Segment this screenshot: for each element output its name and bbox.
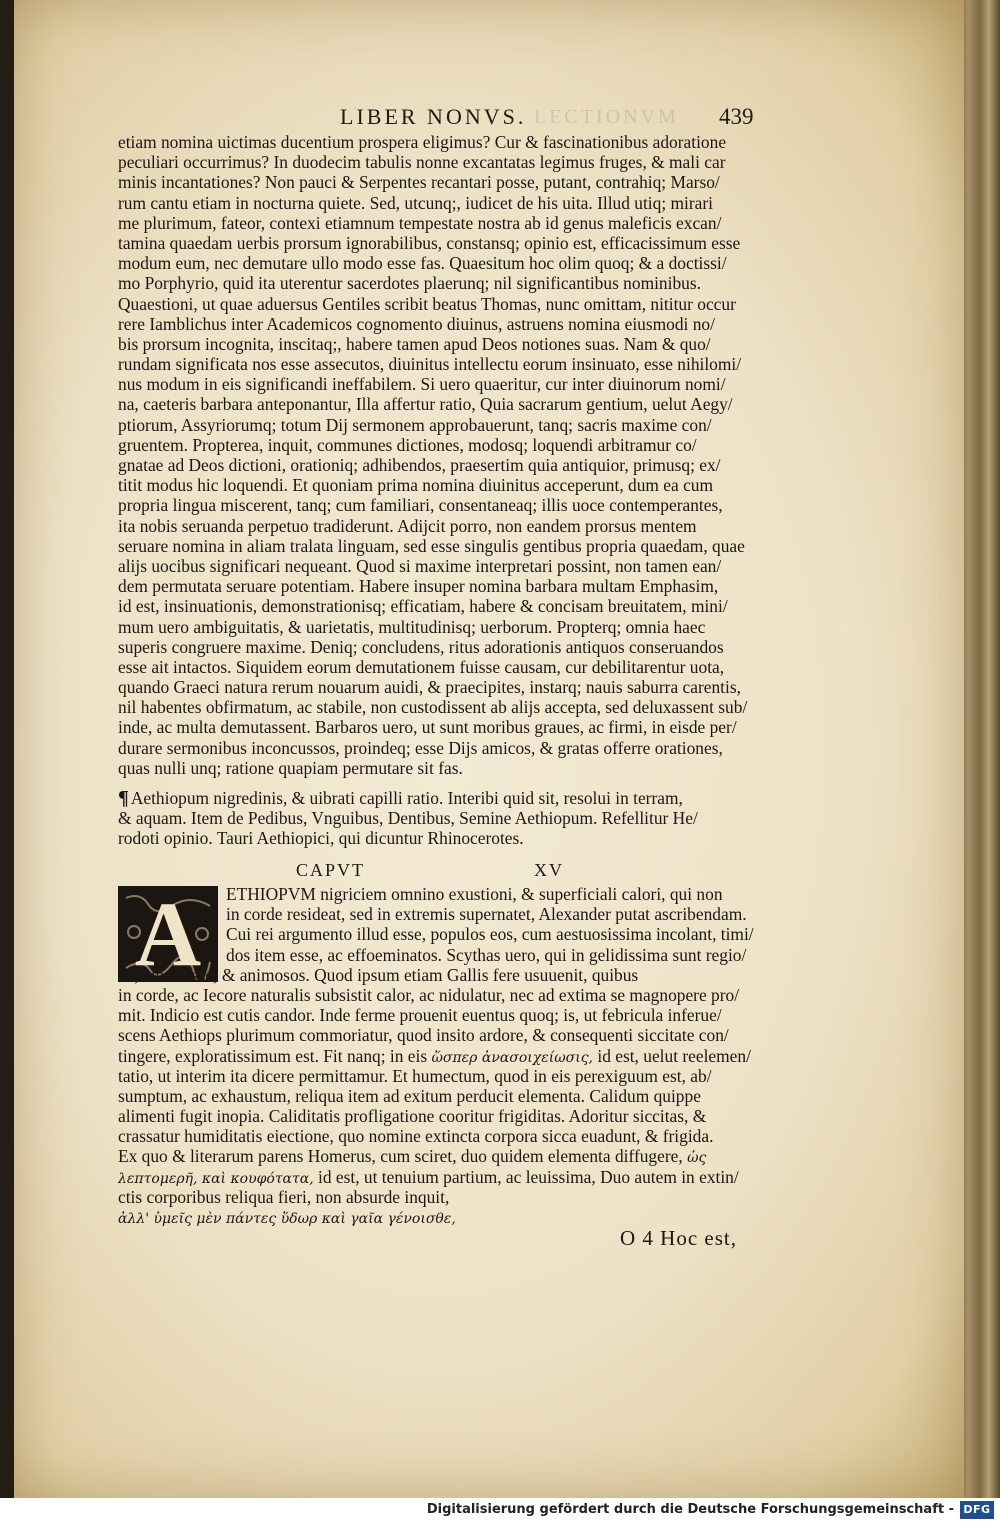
running-title: LIBER NONVS. [340,104,527,129]
text-line: ita nobis seruanda perpetuo tradiderunt. Adijcit porro, non eandem prorsus mentem [118,515,697,536]
text-line: modum eum, nec demutare ullo modo esse fas. Quaesitum hoc olim quoq; & a doctissi/ [118,253,727,274]
folio-number: 439 [719,104,754,129]
text-line: id est, insinuationis, demonstrationisq; efficatiam, habere & concisam breuitatem, mini/ [118,596,728,617]
summary-line [118,788,806,808]
chapter-line: dos item esse, ac effoeminatos. Scythas uero, qui in gelidissima sunt regio/ [226,944,747,965]
chapter-line [118,1207,806,1227]
chapter-summary [118,788,806,849]
chapter-line: ctis corporibus reliqua fieri, non absurde inquit, [118,1186,450,1207]
chapter-line: Cui rei argumento illud esse, populos eos, cum aestuosissima incolant, timi/ [226,924,754,945]
text-line: mum uero ambiguitatis, & uarietatis, multitudinisq; uerborum. Propterq; omnia haec [118,616,706,637]
chapter-line: mit. Indicio est cutis candor. Inde ferme prouenit euentus quoq; is, ut febricula inferue/ [118,1005,722,1026]
caput-label: CAPVT [296,860,366,880]
caput-number: XV [534,860,564,880]
text-line: Quaestioni, ut quae aduersus Gentiles scribit beatus Thomas, nunc omittam, nititur occur [118,293,736,314]
text-line: rundam significata nos esse assecutos, diuinitus intellectu eorum insinuato, esse nihilomi/ [118,354,742,375]
chapter-line: sumptum, ac exhaustum, reliqua item ad exitum perducit elementa. Calidum quippe [118,1085,701,1106]
chapter-line: ETHIOPVM nigriciem omnino exustioni, & superficiali calori, qui non [226,884,723,904]
book-page [14,0,964,1498]
dfg-logo-icon: DFG [960,1501,994,1519]
text-line: titit modus hic loquendi. Et quoniam prima nomina diuinitus acceperunt, dum ea cum [118,475,714,496]
greek-text: λεπτομερῆ, καὶ κουφότατα, [118,1170,314,1187]
greek-text: ἀλλ' ὑμεῖς μὲν πάντες ὕδωρ καὶ γαῖα γένοισθε, [118,1211,456,1227]
summary-line: & aquam. Item de Pedibus, Vnguibus, Dentibus, Semine Aethiopum. Refellitur He/ [118,808,698,829]
text-line: nil habentes obfirmatum, ac stabile, non custodissent ab alijs accepta, sed deluxassent sub/ [118,697,748,718]
pilcrow-mark: ¶ [118,788,129,809]
funding-credit: Digitalisierung gefördert durch die Deutsche Forschungsgemeinschaft - [426,1502,954,1517]
chapter-text-segment: tingere, exploratissimum est. Fit nanq; in eis [118,1045,428,1066]
text-line: minis incantationes? Non pauci & Serpentes recantari posse, putant, contrahiq; Marso/ [118,172,720,193]
running-head [14,104,964,134]
text-line: inde, ac multa demutassent. Barbaros uero, ut sunt moribus graues, ac firmi, in eisde per/ [118,717,737,738]
text-line: durare sermonibus inconcussos, proindeq; esse Dijs amicos, & gratas offerre orationes, [118,737,723,758]
text-line: mo Porphyrio, quid ita uterentur sacerdotes plaerunq; nil significantibus nominibus. [118,273,701,294]
text-line: gruentem. Propterea, inquit, communes dictiones, modosq; loquendi arbitramur co/ [118,434,697,455]
text-line: ptiorum, Assyriorumq; totum Dij sermonem approbauerunt, tanq; sacris maxime con/ [118,414,712,435]
chapter-line [118,1046,806,1066]
show-through-text: LECTIONVM [534,106,679,128]
text-line: esse ait intactos. Siquidem eorum demutationem fuisse causam, cur debilitarentur uota, [118,656,725,677]
text-line: etiam nomina uictimas ducentium prospera eligimus? Cur & fascinationibus adoratione [118,132,727,152]
text-line: rum cantu etiam in nocturna quiete. Sed, utcunq;, iudicet de his uita. Illud utiq; mirari [118,192,714,213]
main-text [118,132,806,778]
text-line: rere Iamblichus inter Academicos cognomento diuinus, astruens nomina eiusmodi no/ [118,313,715,334]
summary-text: Aethiopum nigredinis, & uibrati capilli ratio. Interibi quid sit, resolui in terram, [130,788,683,808]
digitization-footer [0,1498,1000,1523]
text-line: quando Graeci natura rerum nouarum auidi, & praecipites, instarq; nauis saburra carentis, [118,677,741,698]
chapter-line: alimenti fugit inopia. Caliditatis profligatione cooritur frigiditas. Adoritur siccitas, & [118,1106,707,1127]
text-line: nus modum in eis significandi ineffabilem. Si uero quaeritur, cur inter diuinorum nomi/ [118,374,726,395]
chapter-text-segment: id est, uelut reelemen/ [597,1045,751,1066]
chapter-text [118,884,806,1227]
chapter-line [118,1146,806,1166]
text-line: tamina quaedam uerbis prorsum ignorabilibus, constansq; opinio est, efficacissimum esse [118,232,741,253]
initial-letter: A [134,883,202,985]
chapter-text-segment: Ex quo & literarum parens Homerus, cum sciret, duo quidem elementa diffugere, [118,1146,683,1167]
chapter-line: in corde resideat, sed in extremis supernatet, Alexander putat ascribendam. [226,904,747,925]
text-line: gnatae ad Deos dictioni, orationiq; adhibendos, praesertim quia antiquior, primusq; ex/ [118,455,721,475]
text-line: me plurimum, fateor, contexi etiamnum tempestate nostra ab id genus maleficis excan/ [118,212,722,233]
text-line: na, caeteris barbara anteponantur, Illa affertur ratio, Quia sacrarum gentium, uelut Aegy/ [118,394,733,415]
chapter-line: tatio, ut interim ita dicere permittamur. Et humectum, quod in eis perexiguum est, ab/ [118,1065,712,1086]
text-line: peculiari occurrimus? In duodecim tabulis nonne excantatas legimus fruges, & mali car [118,152,726,173]
chapter-line [118,1167,806,1187]
chapter-line: scens Aethiops plurimum commoriatur, quod insito ardore, & consequenti siccitate con/ [118,1025,729,1046]
summary-line: rodoti opinio. Tauri Aethiopici, qui dicuntur Rhinocerotes. [118,828,524,849]
text-line: quas nulli unq; ratione quapiam permutare sit fas. [118,757,463,778]
catchword-signature: O 4 Hoc est, [620,1226,737,1250]
greek-text: ὥσπερ ἀνασοιχείωσις, [431,1049,593,1066]
chapter-text-segment: id est, ut tenuium partium, ac leuissima, Duo autem in extin/ [318,1166,739,1187]
text-line: alijs uocibus significari nequeant. Quod si maxime interpretari possint, non tamen ean/ [118,555,722,576]
text-line: bis prorsum incognita, inscitaq;, habere tamen apud Deos notiones suas. Nam & quo/ [118,333,711,354]
greek-text: ὡς [687,1150,707,1167]
text-line: superis congruere maxime. Deniq; concludens, ritus adorationis antiquos conseruandos [118,636,724,657]
text-line: propria lingua miscerent, tanq; cum familiari, consentaneaq; illis uoce contemperantes, [118,495,723,516]
text-line: seruare nomina in aliam tralata linguam, sed esse singulis gentibus propria quaedam, quae [118,535,745,556]
chapter-line: crassatur humiditatis eiectione, quo nomine extincta corpora sicca euadunt, & frigida. [118,1126,714,1147]
text-line: dem permutata seruare potentiam. Habere insuper nomina barbara multam Emphasim, [118,576,719,597]
chapter-line: in corde, ac Iecore naturalis subsistit calor, ac nidulatur, nec ad extima se magnopere pro/ [118,984,740,1005]
chapter-line: ne, albos esse, & animosos. Quod ipsum etiam Gallis fere usuuenit, quibus [118,964,639,985]
